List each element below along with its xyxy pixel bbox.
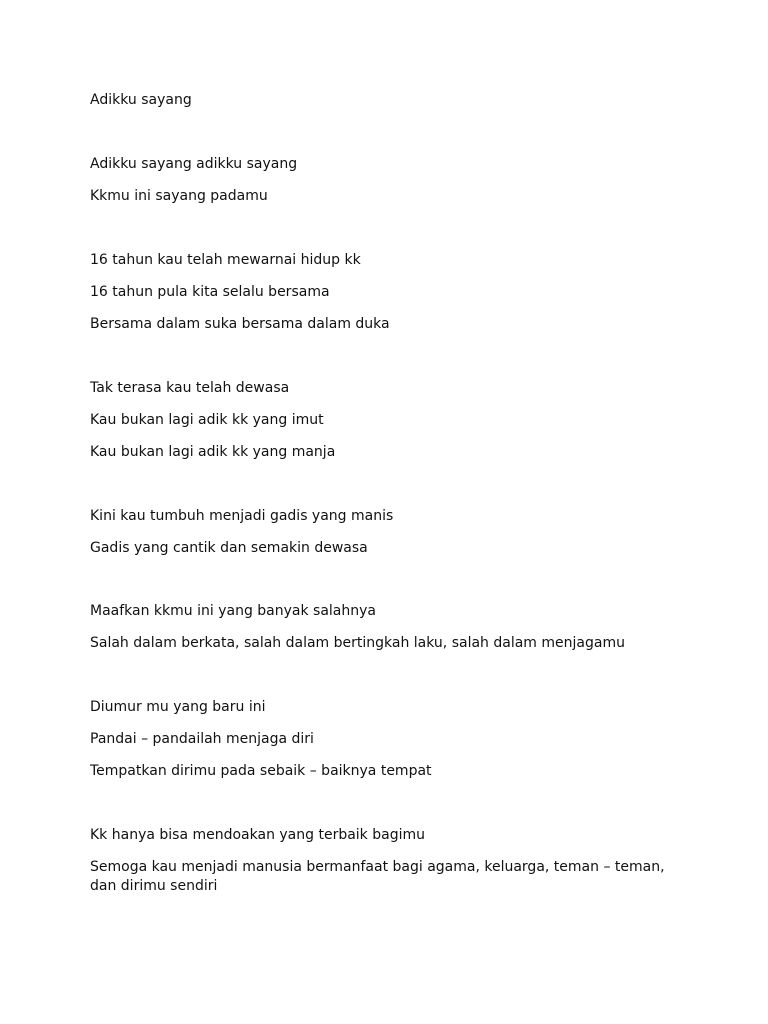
poem-line: Kkmu ini sayang padamu	[90, 188, 268, 204]
poem-line: Pandai – pandailah menjaga diri	[90, 731, 314, 747]
poem-line: 16 tahun kau telah mewarnai hidup kk	[90, 252, 361, 268]
poem-line: Bersama dalam suka bersama dalam duka	[90, 316, 390, 332]
poem-line: Maafkan kkmu ini yang banyak salahnya	[90, 603, 376, 619]
poem-line: 16 tahun pula kita selalu bersama	[90, 284, 330, 300]
poem-line: Kau bukan lagi adik kk yang manja	[90, 444, 336, 460]
poem-line: Semoga kau menjadi manusia bermanfaat bagi agama, keluarga, teman – teman, dan dirimu sendiri	[90, 859, 669, 894]
poem-title: Adikku sayang	[90, 92, 192, 108]
poem-line: Diumur mu yang baru ini	[90, 699, 266, 715]
poem-line: Tak terasa kau telah dewasa	[90, 380, 290, 396]
poem-line: Kk hanya bisa mendoakan yang terbaik bagimu	[90, 827, 425, 843]
poem-line: Tempatkan dirimu pada sebaik – baiknya tempat	[90, 763, 432, 779]
poem-line: Salah dalam berkata, salah dalam bertingkah laku, salah dalam menjagamu	[90, 635, 625, 651]
poem-line: Gadis yang cantik dan semakin dewasa	[90, 540, 368, 556]
poem-line: Kau bukan lagi adik kk yang imut	[90, 412, 324, 428]
poem-line: Kini kau tumbuh menjadi gadis yang manis	[90, 508, 394, 524]
poem-line: Adikku sayang adikku sayang	[90, 156, 298, 172]
